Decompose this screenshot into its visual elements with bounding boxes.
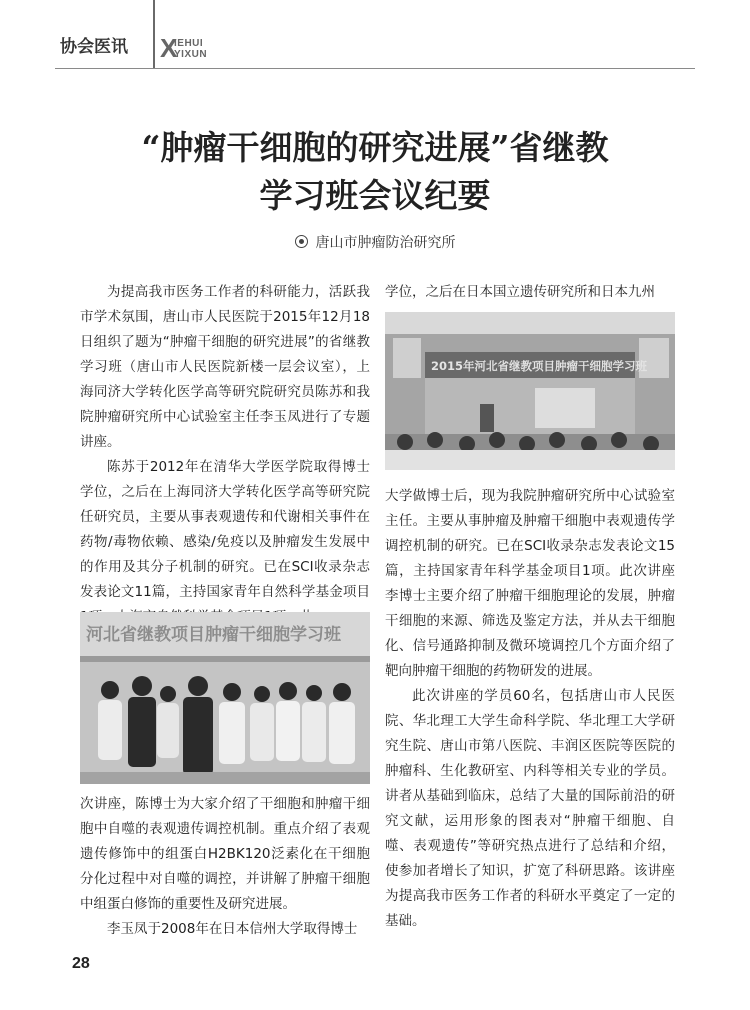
paragraph: 次讲座，陈博士为大家介绍了干细胞和肿瘤干细胞中自噬的表观遗传调控机制。重点介绍了表观遗传修饰中的组蛋白H2BK120泛素化在干细胞分化过程中对自噬的调控，并讲解了肿瘤干细胞中组蛋白修饰的重要性及研究进展。 bbox=[80, 796, 370, 912]
photo-banner-text: 河北省继教项目肿瘤干细胞学习班 bbox=[86, 625, 341, 645]
lecture-photo bbox=[385, 312, 675, 470]
logo-initial: X bbox=[160, 33, 178, 63]
paragraph: 为提高我市医务工作者的科研能力，活跃我市学术氛围，唐山市人民医院于2015年12月18日组织了题为“肿瘤干细胞的研究进展”的省继教学习班（唐山市人民医院新楼一层会议室），上海同济大学转化医学高等研究院研究员陈苏和我院肿瘤研究所中心试验室主任李玉凤进行了专题讲座。 bbox=[80, 284, 370, 450]
circle-dot-icon bbox=[295, 235, 308, 248]
photo-banner-text: 2015年河北省继教项目肿瘤干细胞学习班 bbox=[431, 359, 648, 373]
column-left-top bbox=[80, 280, 370, 630]
byline-text: 唐山市肿瘤防治研究所 bbox=[315, 235, 456, 251]
article-byline bbox=[0, 232, 750, 252]
paragraph: 陈苏于2012年在清华大学医学院取得博士学位，之后在上海同济大学转化医学高等研究院任研究员，主要从事表观遗传和代谢相关事件在药物/毒物依赖、感染/免疫以及肿瘤发生发展中的作用及其分子机制的研究。已在SCI收录杂志发表论文11篇，主持国家青年自然科学基金项目 bbox=[80, 459, 370, 600]
article-title bbox=[80, 124, 670, 220]
header-divider-vertical bbox=[153, 0, 155, 68]
paragraph: 李玉凤于2008年在日本信州大学取得博士 bbox=[107, 921, 358, 937]
column-right-top bbox=[385, 280, 675, 305]
group-photo bbox=[80, 612, 370, 784]
logo-line-1: IEHUI bbox=[174, 38, 204, 49]
paragraph: 学位，之后在日本国立遗传研究所和日本九州 bbox=[385, 284, 655, 300]
section-logo bbox=[160, 33, 220, 63]
paragraph: 大学做博士后，现为我院肿瘤研究所中心试验室主任。主要从事肿瘤及肿瘤干细胞中表观遗传学调控机制的研究。已在SCI收录杂志发表论文15篇，主持国家青年科学基金项目1项。此次讲座李博士主要介绍了肿瘤干细胞理论的发展，肿瘤干细胞的来源、筛选及鉴定方法，并从去干细胞化、信号通路抑制及微环境调控几个方面介绍了靶向肿瘤干细胞的药物研发的进展。 bbox=[385, 488, 675, 679]
column-right-bottom bbox=[385, 484, 675, 934]
article-title-line-2: 学习班会议纪要 bbox=[259, 176, 491, 215]
article-title-line-1: “肿瘤干细胞的研究进展”省继教 bbox=[141, 128, 609, 167]
logo-line-2: YIXUN bbox=[174, 49, 208, 60]
section-label: 协会医讯 bbox=[60, 37, 128, 57]
header-divider-horizontal bbox=[55, 68, 695, 69]
page-number: 28 bbox=[72, 955, 90, 972]
paragraph: 此次讲座的学员60名，包括唐山市人民医院、华北理工大学生命科学院、华北理工大学研究生院、唐山市第八医院、丰润区医院等医院的肿瘤科、生化教研室、内科等相关专业的学员。讲者从基础到临床，总结了大量的国际前沿的研究文献，运用形象的图表对“肿瘤干细胞、自噬、表观遗传”等研究热点进行了总结和介绍，使参加者增长了知识，扩宽了科研思路。该讲座为提高我市医务工作者的科研水平奠定了一定的基础。 bbox=[385, 688, 675, 929]
column-left-bottom bbox=[80, 792, 370, 942]
